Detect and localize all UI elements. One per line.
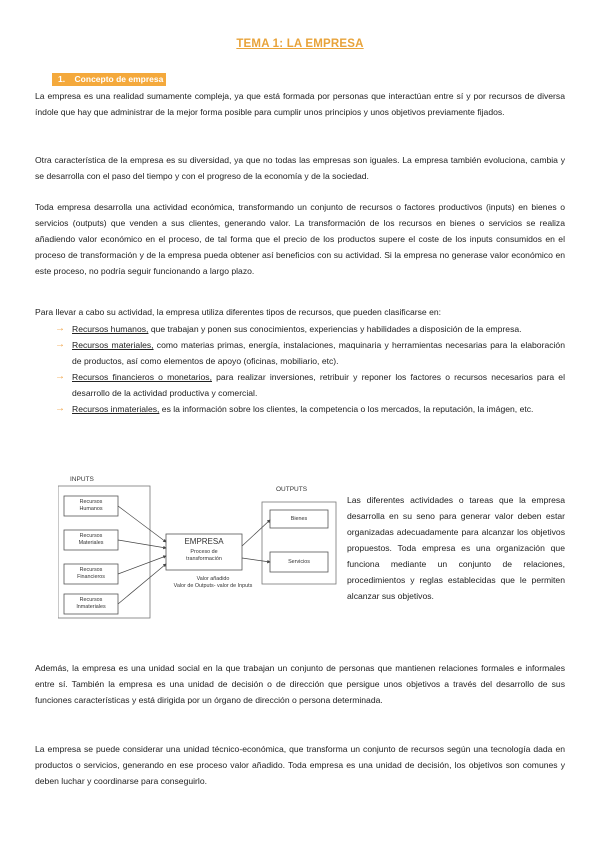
input-label: Recursos Materiales [78,533,104,546]
list-item [52,401,565,417]
arrow-right-icon: → [55,403,65,414]
input-label: Recursos Financieros [77,567,105,580]
list-item [52,369,565,401]
list-item [52,321,565,337]
resource-name: Recursos inmateriales, [72,404,160,414]
resource-name: Recursos humanos, [72,324,149,334]
empresa-subtitle: Proceso de transformación [186,549,222,562]
section-number: 1. [58,74,66,84]
output-label: Bienes [290,516,308,522]
resource-name: Recursos financieros o monetarios, [72,372,212,382]
value-added-caption: Valor añadido Valor de Outputs- valor de Inputs [173,576,253,589]
arrow-connector [242,520,270,546]
list-item [52,337,565,369]
paragraph-resources-intro: Para llevar a cabo su actividad, la empresa utiliza diferentes tipos de recursos, que pueden clasificarse en: [35,307,442,317]
page-title: TEMA 1: LA EMPRESA [236,38,364,50]
arrow-connector [118,556,166,574]
arrow-right-icon: → [55,371,65,382]
inputs-label: INPUTS [70,476,94,483]
input-label: Recursos Humanos [79,499,103,512]
resource-description: como materias primas, energía, instalaciones, maquinaria y herramientas necesarias para la elaboración de productos, así como elementos de apoyo (oficinas, mobiliario, etc). [72,340,565,366]
resource-description: para realizar inversiones, retribuir y reponer los factores o recursos necesarios para el desarrollo de la actividad productiva y comercial. [72,372,565,398]
resources-list [52,321,565,417]
resource-description: es la información sobre los clientes, la competencia o los mercados, la reputación, la imágen, etc. [159,404,534,414]
paragraph-diversity: Otra característica de la empresa es su diversidad, ya que no todas las empresas son iguales. La empresa también evoluciona, cambia y se desarrolla con el paso del tiempo y con el progreso de la economía y de la sociedad. [35,155,565,181]
resource-description: que trabajan y ponen sus conocimientos, experiencias y habilidades a disposición de la empresa. [148,324,522,334]
paragraph-technical-unit: La empresa se puede considerar una unidad técnico-económica, que transforma un conjunto de recursos según una tecnología dada en productos o servicios, generando en ese proceso valor añadido. Toda empresa es una unidad de decisión, los objetivos son comunes y deben luchar y coordinarse para conseguirlo. [35,744,565,786]
paragraph-complexity: La empresa es una realidad sumamente compleja, ya que está formada por personas que interactúan entre sí y por recursos de diversa índole que hay que administrar de la mejor forma posible para cumplir unos principios y unos objetivos previamente fijados. [35,91,565,117]
arrow-connector [242,558,270,562]
arrow-connector [118,506,166,542]
arrow-connector [118,540,166,548]
resource-name: Recursos materiales, [72,340,154,350]
arrow-right-icon: → [55,339,65,350]
section-title: Concepto de empresa [74,74,164,84]
output-label: Servicios [288,559,310,565]
outputs-label: OUTPUTS [276,486,308,493]
inputs-outputs-diagram [58,472,340,622]
empresa-title: EMPRESA [184,537,224,546]
input-label: Recursos Inmateriales [76,597,106,610]
arrow-right-icon: → [55,323,65,334]
paragraph-organization: Las diferentes actividades o tareas que la empresa desarrolla en su seno para generar valor deben estar organizadas adecuadamente para alcanzar los objetivos propuestos. Toda empresa es una organización que funciona mediante un conjunto de relaciones, procedimientos y reglas establecidas que le permiten alcanzar sus objetivos. [347,495,565,601]
paragraph-economic-activity: Toda empresa desarrolla una actividad económica, transformando un conjunto de recursos o factores productivos (inputs) en bienes o servicios (outputs) que venden a sus clientes, generando valor. La transformación de los recursos en bienes o servicios se realiza añadiendo valor económico en el proceso, de tal forma que el precio de los productos supere el coste de los inputs consumidos en el proceso de transformación y de la empresa pueda obtener así beneficios con su actividad. Si la empresa no generase valor económico en este proceso, no podría seguir funcionando a largo plazo. [35,202,565,276]
section-heading [52,73,166,86]
paragraph-social-unit: Además, la empresa es una unidad social en la que trabajan un conjunto de personas que mantienen relaciones formales e informales entre sí. También la empresa es una unidad de decisión o de dirección que persigue unos objetivos a través del desarrollo de sus funciones características y está dirigida por un órgano de dirección o persona determinada. [35,663,565,705]
